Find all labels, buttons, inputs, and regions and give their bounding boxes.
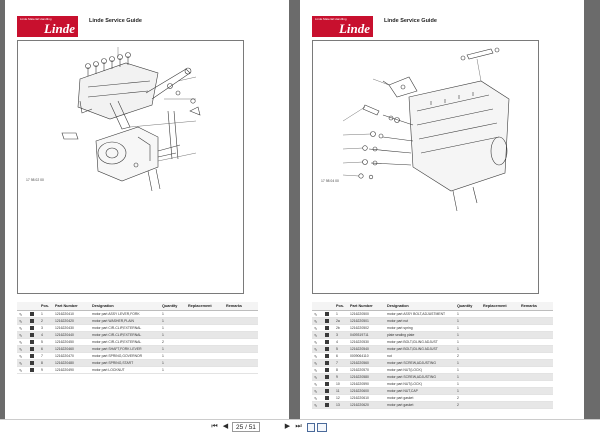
header-replacement: Replacement bbox=[186, 302, 224, 311]
row-pos: 6 bbox=[39, 346, 53, 353]
row-pos: 2 bbox=[39, 318, 53, 325]
row-pos: 3 bbox=[39, 325, 53, 332]
table-row bbox=[312, 395, 553, 402]
row-designation: motor part SCREW,ADJUSTING bbox=[385, 360, 455, 367]
row-part-number: 1216220540 bbox=[348, 346, 385, 353]
row-remarks bbox=[519, 346, 553, 353]
row-quantity: 1 bbox=[455, 367, 481, 374]
adjustment-bolt-drawing bbox=[313, 41, 538, 293]
edit-icon[interactable]: ✎ bbox=[17, 367, 28, 374]
row-designation: motor part ASSY BOLT,ADJUSTMENT bbox=[385, 311, 455, 318]
row-remarks bbox=[519, 402, 553, 409]
row-quantity: 1 bbox=[455, 381, 481, 388]
viewer-toolbar bbox=[0, 419, 600, 435]
row-replacement bbox=[481, 325, 519, 332]
row-part-number: 1216220480 bbox=[53, 360, 90, 367]
cart-icon[interactable] bbox=[28, 353, 39, 360]
edit-icon[interactable]: ✎ bbox=[312, 318, 323, 325]
row-designation: motor part CIR-CLIP,EXTERNAL bbox=[90, 339, 160, 346]
row-part-number: 1216220580 bbox=[348, 374, 385, 381]
next-page-icon[interactable]: ▶ bbox=[284, 423, 291, 430]
edit-icon[interactable]: ✎ bbox=[312, 346, 323, 353]
row-designation: motor part NUT(LOCK) bbox=[385, 381, 455, 388]
row-quantity: 1 bbox=[160, 311, 186, 318]
row-replacement bbox=[186, 332, 224, 339]
row-remarks bbox=[519, 388, 553, 395]
row-replacement bbox=[186, 311, 224, 318]
header-icon-col-2 bbox=[323, 302, 334, 311]
row-replacement bbox=[481, 374, 519, 381]
cart-icon[interactable] bbox=[323, 318, 334, 325]
row-part-number: 1216220430 bbox=[53, 325, 90, 332]
cart-icon[interactable] bbox=[323, 346, 334, 353]
row-remarks bbox=[224, 367, 258, 374]
edit-icon[interactable]: ✎ bbox=[312, 353, 323, 360]
row-replacement bbox=[186, 360, 224, 367]
header-replacement: Replacement bbox=[481, 302, 519, 311]
row-replacement bbox=[186, 346, 224, 353]
row-replacement bbox=[481, 367, 519, 374]
row-pos: 7 bbox=[334, 360, 348, 367]
edit-icon[interactable]: ✎ bbox=[312, 395, 323, 402]
header-part-number: Part Number bbox=[53, 302, 90, 311]
row-pos: 8 bbox=[39, 360, 53, 367]
row-part-number: 1216220470 bbox=[53, 353, 90, 360]
edit-icon[interactable]: ✎ bbox=[17, 325, 28, 332]
row-quantity: 2 bbox=[455, 395, 481, 402]
table-row bbox=[312, 367, 553, 374]
logo-wordmark: Linde bbox=[338, 21, 370, 36]
edit-icon[interactable]: ✎ bbox=[17, 339, 28, 346]
figure-label: 17 98 02 00 bbox=[26, 178, 44, 182]
header-pos: Pos. bbox=[39, 302, 53, 311]
row-part-number: 1216220530 bbox=[348, 339, 385, 346]
row-remarks bbox=[224, 325, 258, 332]
row-designation: motor part SCREW,ADJUSTING bbox=[385, 374, 455, 381]
row-replacement bbox=[186, 325, 224, 332]
row-designation: plate sealing plate bbox=[385, 332, 455, 339]
header-designation: Designation bbox=[385, 302, 455, 311]
row-pos: 11 bbox=[334, 388, 348, 395]
table-row bbox=[312, 353, 553, 360]
row-part-number: 1216220410 bbox=[53, 311, 90, 318]
cart-icon[interactable] bbox=[323, 325, 334, 332]
row-pos: 6 bbox=[334, 353, 348, 360]
table-row bbox=[312, 374, 553, 381]
first-page-icon[interactable]: ⏮ bbox=[211, 423, 218, 430]
edit-icon[interactable]: ✎ bbox=[17, 360, 28, 367]
table-row bbox=[17, 360, 258, 367]
row-quantity: 1 bbox=[455, 388, 481, 395]
row-remarks bbox=[224, 332, 258, 339]
cart-icon[interactable] bbox=[323, 332, 334, 339]
edit-icon[interactable]: ✎ bbox=[17, 353, 28, 360]
header-quantity: Quantity bbox=[455, 302, 481, 311]
row-pos: 1 bbox=[334, 311, 348, 318]
prev-page-icon[interactable]: ◀ bbox=[222, 423, 229, 430]
table-row bbox=[17, 367, 258, 374]
row-part-number: 1216220502 bbox=[348, 325, 385, 332]
cart-icon[interactable] bbox=[28, 339, 39, 346]
page-title: Linde Service Guide bbox=[89, 18, 142, 24]
row-pos: 4 bbox=[39, 332, 53, 339]
row-part-number: 1216220620 bbox=[348, 402, 385, 409]
table-row bbox=[312, 339, 553, 346]
row-remarks bbox=[224, 360, 258, 367]
row-designation: nut bbox=[385, 353, 455, 360]
row-pos: 5 bbox=[334, 346, 348, 353]
cart-icon[interactable] bbox=[323, 395, 334, 402]
header-icon-col bbox=[17, 302, 28, 311]
table-row bbox=[312, 346, 553, 353]
table-row bbox=[17, 339, 258, 346]
edit-icon[interactable]: ✎ bbox=[17, 346, 28, 353]
row-replacement bbox=[186, 318, 224, 325]
cart-icon[interactable] bbox=[28, 367, 39, 374]
cart-icon[interactable] bbox=[28, 332, 39, 339]
table-row bbox=[17, 325, 258, 332]
row-remarks bbox=[519, 374, 553, 381]
row-part-number: 1216220600 bbox=[348, 388, 385, 395]
table-row bbox=[312, 311, 553, 318]
logo-wordmark: Linde bbox=[43, 21, 75, 36]
row-remarks bbox=[519, 367, 553, 374]
header-designation: Designation bbox=[90, 302, 160, 311]
document-page-right bbox=[300, 0, 584, 419]
table-row bbox=[17, 346, 258, 353]
row-part-number: 1216220490 bbox=[53, 367, 90, 374]
row-remarks bbox=[224, 318, 258, 325]
cart-icon[interactable] bbox=[28, 318, 39, 325]
row-quantity: 1 bbox=[160, 332, 186, 339]
row-quantity: 1 bbox=[160, 367, 186, 374]
edit-icon[interactable]: ✎ bbox=[312, 311, 323, 318]
row-part-number: 0009064110 bbox=[348, 353, 385, 360]
row-remarks bbox=[519, 360, 553, 367]
table-row bbox=[312, 332, 553, 339]
edit-icon[interactable]: ✎ bbox=[17, 311, 28, 318]
row-remarks bbox=[519, 353, 553, 360]
row-remarks bbox=[519, 339, 553, 346]
row-remarks bbox=[519, 395, 553, 402]
row-quantity: 1 bbox=[160, 325, 186, 332]
row-replacement bbox=[481, 381, 519, 388]
row-designation: motor part SPRING,START bbox=[90, 360, 160, 367]
row-part-number: 1216220450 bbox=[53, 339, 90, 346]
header-icon-col-2 bbox=[28, 302, 39, 311]
row-pos: 8 bbox=[334, 367, 348, 374]
row-designation: motor part SPRING,GOVERNOR bbox=[90, 353, 160, 360]
row-replacement bbox=[481, 353, 519, 360]
cart-icon[interactable] bbox=[28, 311, 39, 318]
table-row bbox=[312, 381, 553, 388]
header-icon-col bbox=[312, 302, 323, 311]
row-part-number: 1216220560 bbox=[348, 360, 385, 367]
cart-icon[interactable] bbox=[323, 402, 334, 409]
cart-icon[interactable] bbox=[28, 346, 39, 353]
row-remarks bbox=[519, 318, 553, 325]
logo-tagline: Linde Material Handling bbox=[20, 17, 52, 21]
governor-lever-drawing bbox=[18, 41, 243, 293]
row-replacement bbox=[481, 318, 519, 325]
cart-icon[interactable] bbox=[323, 374, 334, 381]
row-quantity: 1 bbox=[160, 318, 186, 325]
row-pos: 1 bbox=[39, 311, 53, 318]
row-designation: motor part CIR-CLIP,EXTERNAL bbox=[90, 325, 160, 332]
edit-icon[interactable]: ✎ bbox=[312, 388, 323, 395]
row-part-number: 1216220500 bbox=[348, 311, 385, 318]
page-number-input[interactable]: 25 / 51 bbox=[232, 422, 260, 432]
header-remarks: Remarks bbox=[519, 302, 553, 311]
parts-table bbox=[312, 302, 553, 409]
row-replacement bbox=[481, 311, 519, 318]
logo-tagline: Linde Material Handling bbox=[315, 17, 347, 21]
exploded-view-figure bbox=[312, 40, 539, 294]
edit-icon[interactable]: ✎ bbox=[312, 367, 323, 374]
edit-icon[interactable]: ✎ bbox=[312, 325, 323, 332]
row-designation: motor part BOLT,IDLING ADJUST bbox=[385, 339, 455, 346]
figure-label: 17 98 04 00 bbox=[321, 179, 339, 183]
table-row bbox=[312, 388, 553, 395]
row-replacement bbox=[481, 360, 519, 367]
row-designation: motor part SHAFT,FORK LEVER bbox=[90, 346, 160, 353]
edit-icon[interactable]: ✎ bbox=[312, 339, 323, 346]
page-title: Linde Service Guide bbox=[384, 18, 437, 24]
single-page-view-icon[interactable] bbox=[307, 423, 315, 432]
table-row bbox=[312, 318, 553, 325]
cart-icon[interactable] bbox=[28, 360, 39, 367]
row-replacement bbox=[481, 332, 519, 339]
row-replacement bbox=[481, 402, 519, 409]
row-replacement bbox=[186, 353, 224, 360]
row-remarks bbox=[224, 339, 258, 346]
edit-icon[interactable]: ✎ bbox=[312, 332, 323, 339]
row-pos: 10 bbox=[334, 381, 348, 388]
table-row bbox=[17, 318, 258, 325]
row-designation: motor part NUT(LOCK) bbox=[385, 367, 455, 374]
header-part-number: Part Number bbox=[348, 302, 385, 311]
row-pos: 7 bbox=[39, 353, 53, 360]
row-designation: motor part nut bbox=[385, 318, 455, 325]
edit-icon[interactable]: ✎ bbox=[312, 402, 323, 409]
row-designation: motor part BOLT,IDLING ADJUST bbox=[385, 346, 455, 353]
row-designation: motor part WASHER,PLAIN bbox=[90, 318, 160, 325]
row-pos: 5 bbox=[39, 339, 53, 346]
table-row bbox=[312, 360, 553, 367]
row-quantity: 1 bbox=[455, 374, 481, 381]
row-part-number: 0409319711 bbox=[348, 332, 385, 339]
row-quantity: 1 bbox=[160, 353, 186, 360]
table-row bbox=[17, 311, 258, 318]
row-part-number: 1216220420 bbox=[53, 318, 90, 325]
row-part-number: 1216220610 bbox=[348, 395, 385, 402]
table-header-row bbox=[17, 302, 258, 311]
row-designation: motor part ASSY LEVER,FORK bbox=[90, 311, 160, 318]
row-quantity: 1 bbox=[160, 360, 186, 367]
table-row bbox=[17, 353, 258, 360]
row-part-number: 1216220460 bbox=[53, 346, 90, 353]
row-part-number: 1216220440 bbox=[53, 332, 90, 339]
row-pos: 9 bbox=[334, 374, 348, 381]
row-designation: motor part spring bbox=[385, 325, 455, 332]
two-page-view-icon[interactable] bbox=[317, 423, 327, 432]
row-quantity: 1 bbox=[455, 339, 481, 346]
row-designation: motor part LOCKNUT bbox=[90, 367, 160, 374]
row-replacement bbox=[481, 346, 519, 353]
row-remarks bbox=[519, 381, 553, 388]
row-replacement bbox=[481, 388, 519, 395]
row-quantity: 1 bbox=[455, 325, 481, 332]
row-remarks bbox=[224, 346, 258, 353]
header-remarks: Remarks bbox=[224, 302, 258, 311]
row-part-number: 1216220501 bbox=[348, 318, 385, 325]
row-remarks bbox=[224, 311, 258, 318]
row-designation: motor part gasket bbox=[385, 395, 455, 402]
row-replacement bbox=[186, 367, 224, 374]
row-replacement bbox=[481, 339, 519, 346]
row-remarks bbox=[519, 332, 553, 339]
row-designation: motor part CIR-CLIP,EXTERNAL bbox=[90, 332, 160, 339]
row-pos: 4 bbox=[334, 339, 348, 346]
row-designation: motor part NUT,CAP bbox=[385, 388, 455, 395]
edit-icon[interactable]: ✎ bbox=[312, 360, 323, 367]
row-quantity: 1 bbox=[455, 360, 481, 367]
row-pos: 13 bbox=[334, 402, 348, 409]
table-row bbox=[17, 332, 258, 339]
cart-icon[interactable] bbox=[28, 325, 39, 332]
row-remarks bbox=[519, 311, 553, 318]
table-row bbox=[312, 402, 553, 409]
cart-icon[interactable] bbox=[323, 367, 334, 374]
row-quantity: 1 bbox=[455, 332, 481, 339]
cart-icon[interactable] bbox=[323, 360, 334, 367]
edit-icon[interactable]: ✎ bbox=[17, 332, 28, 339]
table-row bbox=[312, 325, 553, 332]
row-quantity: 2 bbox=[455, 353, 481, 360]
linde-logo bbox=[17, 16, 78, 37]
row-designation: motor part gasket bbox=[385, 402, 455, 409]
linde-logo bbox=[312, 16, 373, 37]
row-pos: 2b bbox=[334, 325, 348, 332]
row-pos: 3 bbox=[334, 332, 348, 339]
row-quantity: 1 bbox=[455, 311, 481, 318]
row-replacement bbox=[186, 339, 224, 346]
exploded-view-figure bbox=[17, 40, 244, 294]
row-quantity: 2 bbox=[455, 402, 481, 409]
row-quantity: 1 bbox=[455, 318, 481, 325]
row-replacement bbox=[481, 395, 519, 402]
row-quantity: 1 bbox=[455, 346, 481, 353]
row-remarks bbox=[224, 353, 258, 360]
table-header-row bbox=[312, 302, 553, 311]
edit-icon[interactable]: ✎ bbox=[17, 318, 28, 325]
row-quantity: 1 bbox=[160, 346, 186, 353]
row-quantity: 2 bbox=[160, 339, 186, 346]
row-pos: 2a bbox=[334, 318, 348, 325]
row-remarks bbox=[519, 325, 553, 332]
parts-table bbox=[17, 302, 258, 374]
cart-icon[interactable] bbox=[323, 311, 334, 318]
row-pos: 9 bbox=[39, 367, 53, 374]
document-page-left bbox=[5, 0, 289, 419]
cart-icon[interactable] bbox=[323, 381, 334, 388]
last-page-icon[interactable]: ⏭ bbox=[295, 423, 302, 430]
edit-icon[interactable]: ✎ bbox=[312, 374, 323, 381]
edit-icon[interactable]: ✎ bbox=[312, 381, 323, 388]
header-pos: Pos. bbox=[334, 302, 348, 311]
cart-icon[interactable] bbox=[323, 388, 334, 395]
row-part-number: 1216220590 bbox=[348, 381, 385, 388]
row-part-number: 1216220570 bbox=[348, 367, 385, 374]
cart-icon[interactable] bbox=[323, 353, 334, 360]
header-quantity: Quantity bbox=[160, 302, 186, 311]
cart-icon[interactable] bbox=[323, 339, 334, 346]
row-pos: 12 bbox=[334, 395, 348, 402]
